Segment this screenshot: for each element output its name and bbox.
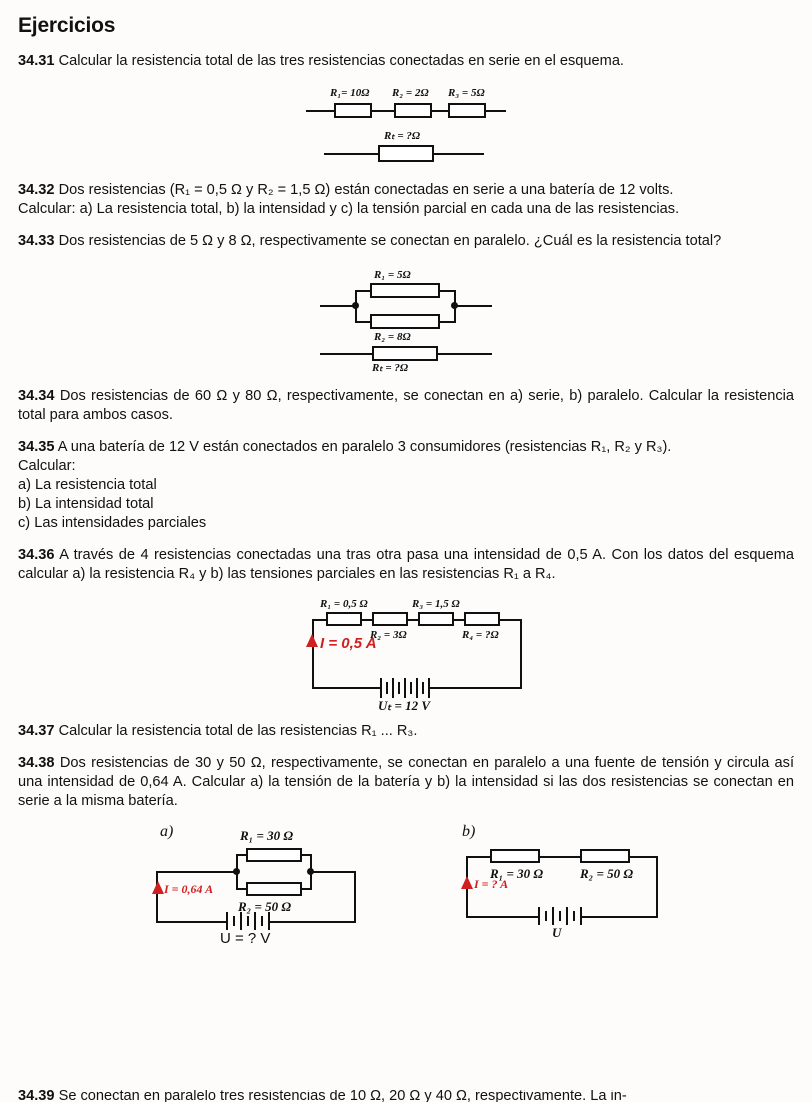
exercise-number: 34.39 [18,1090,55,1102]
exercise-text: Dos resistencias de 5 Ω y 8 Ω, respectivamente se conectan en paralelo. ¿Cuál es la resistencia total? [58,232,722,249]
exercise-34-36 [18,546,794,584]
resistor-r3 [418,612,454,626]
exercise-34-32-part2: Calcular: a) La resistencia total, b) la intensidad y c) la tensión parcial en cada una de las resistencias. [18,200,680,217]
wire-segment [656,856,658,918]
resistor-r2 [372,612,408,626]
wire-segment [454,619,464,621]
figure-label-b: b) [462,823,476,841]
wire-segment [466,916,538,918]
resistor-r3-label: R₃ = 5Ω [448,86,485,99]
resistor-r2-label: R₂ = 2Ω [392,86,429,99]
exercise-34-31 [18,52,794,71]
figure-34-38b [448,823,668,944]
wire-segment [306,110,334,112]
figure-34-38-row [18,823,794,948]
resistor-r2-label: R₂ = 8Ω [374,330,411,343]
exercise-34-34 [18,387,794,425]
voltage-label: U = ? V [220,930,271,948]
resistor-total [378,145,434,162]
exercise-34-38 [18,754,794,811]
wire-segment [454,305,492,307]
exercise-number: 34.34 [18,387,55,404]
figure-34-38a [148,823,358,948]
wire-segment [312,619,314,689]
current-arrow-icon [152,881,164,894]
battery-symbol [538,907,582,925]
junction-node [352,302,359,309]
figure-label-a: a) [160,823,174,841]
current-label: I = 0,64 A [164,882,214,897]
resistor-r1-label: R₁= 10Ω [330,86,370,99]
wire-segment [486,110,506,112]
junction-node [451,302,458,309]
page-title: Ejercicios [18,14,116,37]
wire-segment [156,871,238,873]
exercise-number: 34.33 [18,232,55,249]
resistor-r3 [448,103,486,118]
wire-segment [434,153,484,155]
resistor-r1 [370,283,440,298]
resistor-total [372,346,438,361]
figure-34-33 [320,268,492,374]
wire-segment [582,916,658,918]
resistor-r1-label: R₁ = 30 Ω [490,866,544,882]
exercise-number: 34.37 [18,722,55,739]
resistor-r2-label: R₂ = 3Ω [370,628,407,641]
wire-segment [320,305,356,307]
current-label: I = ? A [474,877,509,892]
wire-segment [500,619,522,621]
exercise-number: 34.35 [18,438,55,455]
page-content [18,14,795,948]
exercise-number: 34.36 [18,546,55,563]
resistor-r4 [464,612,500,626]
wire-segment [156,921,226,923]
wire-segment [630,856,658,858]
resistor-total-label: Rₜ = ?Ω [384,129,421,142]
exercise-number: 34.31 [18,53,55,69]
wire-segment [362,619,372,621]
exercise-34-35-item-a: a) La resistencia total [18,476,157,493]
wire-segment [466,856,490,858]
wire-segment [312,619,326,621]
wire-segment [432,110,448,112]
resistor-r2-label: R₂ = 50 Ω [580,866,634,882]
exercise-text: Dos resistencias de 60 Ω y 80 Ω, respectivamente, se conectan en a) serie, b) paralelo. Calcular la resistencia total para ambos casos. [18,387,794,423]
resistor-r2 [580,849,630,863]
resistor-r4-label: R₄ = ?Ω [462,628,499,641]
wire-segment [312,687,380,689]
wire-segment [320,353,372,355]
exercise-text: A una batería de 12 V están conectados en paralelo 3 consumidores (resistencias R₁, R₂ y R₃). [57,438,672,455]
wire-segment [354,871,356,923]
voltage-label: Uₜ = 12 V [378,697,431,713]
exercise-number: 34.32 [18,181,55,198]
resistor-r1-label: R₁ = 0,5 Ω [320,597,368,610]
resistor-r1 [490,849,540,863]
exercise-34-35-item-c: c) Las intensidades parciales [18,514,207,531]
wire-segment [156,871,158,923]
exercise-text: Dos resistencias (R₁ = 0,5 Ω y R₂ = 1,5 Ω) están conectadas en serie a una batería de 12 volts. [58,181,674,198]
voltage-label: U [552,925,562,941]
wire-segment [408,619,418,621]
exercise-34-35-calcular: Calcular: [18,457,76,474]
battery-symbol [380,678,430,698]
exercise-text: Dos resistencias de 30 y 50 Ω, respectivamente, se conectan en paralelo a una fuente de tensión y circula así una intensidad de 0,64 A. Calcular a) la tensión de la batería y b) la intensidad si las dos resistencias se conectan en serie a la misma batería. [18,754,795,809]
figure-34-31 [306,85,506,165]
resistor-r3-label: R₃ = 1,5 Ω [412,597,460,610]
exercise-34-35 [18,438,794,457]
exercise-34-33 [18,232,794,251]
resistor-r1 [246,848,302,862]
current-label: I = 0,5 A [320,634,377,652]
resistor-r1 [334,103,372,118]
exercise-text: Calcular la resistencia total de las resistencias R₁ ... R₃. [58,722,418,739]
figure-34-36 [290,597,522,713]
current-arrow-icon [461,876,473,889]
wire-segment [270,921,356,923]
exercise-34-35-item-b: b) La intensidad total [18,495,154,512]
resistor-r1-label: R₁ = 5Ω [374,268,411,281]
wire-segment [310,871,356,873]
resistor-r2 [246,882,302,896]
wire-segment [372,110,394,112]
resistor-r1-label: R₁ = 30 Ω [240,828,294,844]
exercise-text: Calcular la resistencia total de las tres resistencias conectadas en serie en el esquema. [58,53,624,69]
wire-segment [520,619,522,689]
exercise-34-32 [18,181,794,200]
exercise-number: 34.38 [18,754,55,771]
exercise-text: A través de 4 resistencias conectadas una tras otra pasa una intensidad de 0,5 A. Con los datos del esquema calcular a) la resistencia R₄ y b) las tensiones parciales en las resistencias R₁ a R₄. [18,546,795,582]
resistor-total-label: Rₜ = ?Ω [372,361,409,374]
wire-segment [540,856,580,858]
resistor-r2 [394,103,432,118]
wire-segment [430,687,522,689]
resistor-r2-label: R₂ = 50 Ω [238,899,292,915]
wire-segment [355,321,372,323]
wire-segment [324,153,378,155]
exercise-34-39-clipped [18,1090,794,1102]
exercise-34-39 [18,1090,794,1102]
wire-segment [355,290,372,292]
exercise-text: Se conectan en paralelo tres resistencias de 10 Ω, 20 Ω y 40 Ω, respectivamente. La in- [58,1090,627,1102]
exercise-34-37 [18,722,794,741]
wire-segment [438,353,492,355]
current-arrow-icon [306,634,318,647]
resistor-r1 [326,612,362,626]
resistor-r2 [370,314,440,329]
